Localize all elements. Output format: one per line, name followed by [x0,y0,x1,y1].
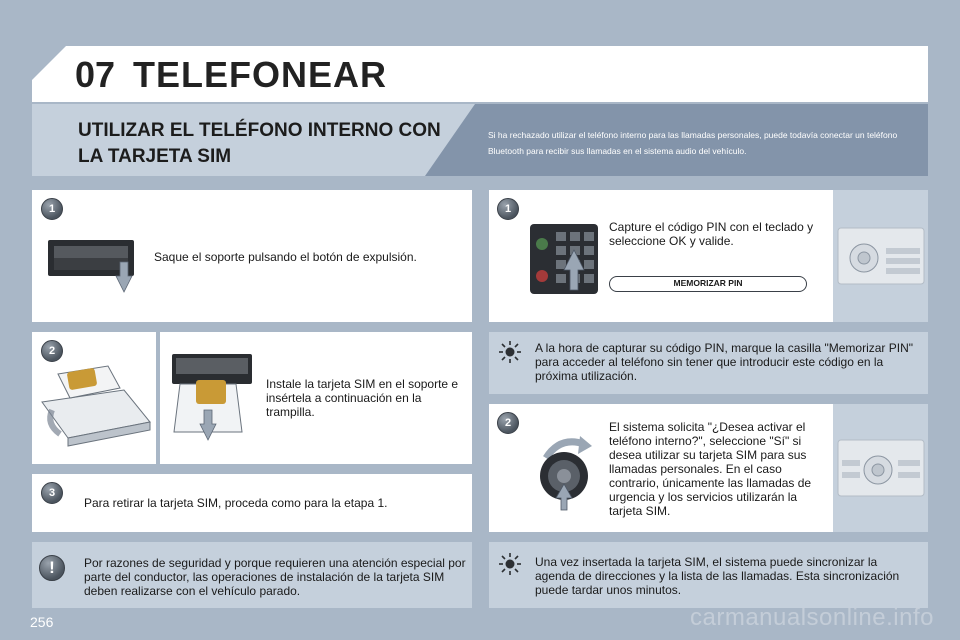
right-step2-text: El sistema solicita "¿Desea activar el teléfono interno?", seleccione "Sí" si desea utilizar su tarjeta SIM para sus llamadas personales. En el caso contrario, únicamente las llamadas de urgencia y los servicios utilizarán la tarjeta SIM. [609,420,812,518]
warning-text: Por razones de seguridad y porque requieren una atención especial por parte del conductor, las operaciones de instalación de la tarjeta SIM deben realizarse con el vehículo parado. [84,556,466,598]
left-step2-text: Instale la tarjeta SIM en el soporte e insértela a continuación en la trampilla. [266,377,459,419]
warning-icon: ! [39,555,65,581]
step-badge: 2 [497,412,519,434]
console-illustration [838,228,924,284]
page-number: 256 [30,614,54,630]
chapter-number: 07 [75,54,116,95]
step-badge: 1 [497,198,519,220]
tip2-text: Una vez insertada la tarjeta SIM, el sistema puede sincronizar la agenda de direcciones y la lista de las llamadas. Esta sincronización puede tardar unos minutos. [535,555,900,597]
right-step1-text: Capture el código PIN con el teclado y seleccione OK y valide. [609,220,814,248]
step-badge: 3 [41,482,63,504]
console-illustration [838,440,924,496]
sim-tray-illustration [38,360,154,444]
memorizar-pin-button[interactable]: MEMORIZAR PIN [609,276,807,292]
section-title: UTILIZAR EL TELÉFONO INTERNO CON LA TARJETA SIM [78,120,441,167]
eject-slot-illustration [48,240,138,298]
knob-illustration [534,430,598,512]
tip1-text: A la hora de capturar su código PIN, marque la casilla "Memorizar PIN" para acceder al teléfono sin tener que introducir este código en la próxima utilización. [535,341,914,383]
step-badge: 1 [41,198,63,220]
left-step1-text: Saque el soporte pulsando el botón de expulsión. [154,250,417,264]
sim-insert-illustration [172,354,256,440]
lightbulb-icon [498,340,522,364]
step-badge: 2 [41,340,63,362]
chapter-title: TELEFONEAR [133,54,388,95]
left-step3-text: Para retirar la tarjeta SIM, proceda como para la etapa 1. [84,496,388,510]
watermark: carmanualsonline.info [690,604,934,631]
intro-note: Si ha rechazado utilizar el teléfono interno para las llamadas personales, puede todavía conectar un teléfono Bluetooth para recibir sus llamadas en el sistema audio del vehículo. [488,130,898,156]
keypad-illustration [530,224,600,296]
lightbulb-icon [498,552,522,576]
